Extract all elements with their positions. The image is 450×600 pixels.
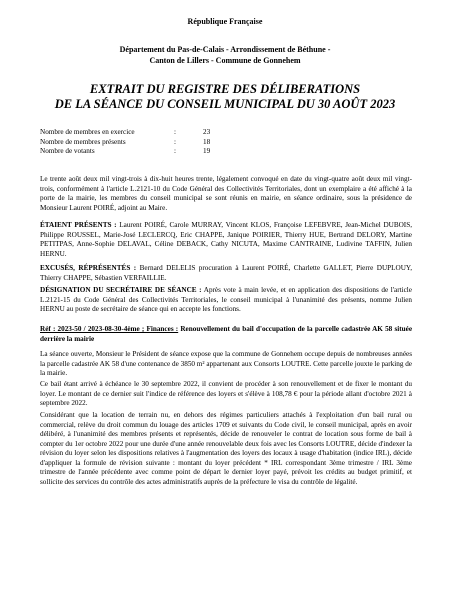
- intro-paragraph: Le trente août deux mil vingt-trois à dix-huit heures trente, légalement convoqué en date du vingt-quatre août deux mil vingt-trois, conformément à l'article L.2121-10 du Code Général des Collectivités Territoriales, dont un exemplaire a été affiché à la porte de la mairie, les membres du conseil municipal se sont réunis en mairie, en séance ordinaire, sous la présidence de Monsieur Laurent POIRÉ, adjoint au Maire.: [40, 175, 412, 212]
- count-value: 18: [203, 137, 211, 146]
- excuses-paragraph: [40, 264, 412, 283]
- departement-line-2: Canton de Lillers - Commune de Gonnehem: [149, 56, 301, 65]
- count-row: [40, 138, 240, 148]
- seance-paragraph: La séance ouverte, Monsieur le Président de séance expose que la commune de Gonnehem occupe depuis de nombreuses années la parcelle cadastrée AK 58 d'une contenance de 3850 m² appartenant aux Consorts LOUTRE. Cette parcelle jouxte le parking de la mairie.: [40, 350, 412, 377]
- document-title-line-2: DE LA SÉANCE DU CONSEIL MUNICIPAL DU 30 AOÛT 2023: [54, 97, 396, 111]
- presents-label: ÉTAIENT PRÉSENTS :: [40, 221, 117, 229]
- count-separator: :: [174, 147, 176, 156]
- deliberation-title: Renouvellement du bail d'occupation de la parcelle cadastrée AK 58 située derrière la mairie: [40, 325, 413, 343]
- departement-line-1: Département du Pas-de-Calais - Arrondissement de Béthune -: [119, 45, 331, 54]
- excuses-list: Bernard DELELIS procuration à Laurent POIRÉ, Charlette GALLET, Pierre DUPLOUY, Thierry CHAPPE, Sébastien VERFAILLIE.: [40, 264, 412, 282]
- count-row: [40, 147, 240, 157]
- count-value: 19: [203, 147, 211, 156]
- deliberation-heading: [40, 325, 412, 344]
- secretaire-text: Après vote à main levée, et en application des dispositions de l'article L.2121-15 du Code Général des Collectivités Territoriales, le conseil municipal à l'unanimité des présents, nomme Julien HERNU au poste de secrétaire de séance qui en accepte les fonctions.: [40, 286, 412, 313]
- count-row: [40, 128, 240, 138]
- bail-paragraph: Ce bail étant arrivé à échéance le 30 septembre 2022, il convient de procéder à son renouvellement et de fixer le montant du loyer. Le montant de ce dernier suit l'indice de référence des loyers et s'élève à 108,78 € pour la période allant d'octobre 2021 à septembre 2022.: [40, 380, 412, 407]
- republique-heading: République Française: [187, 17, 263, 26]
- presents-list: Laurent POIRÉ, Carole MURRAY, Vincent KLOS, Françoise LEFEBVRE, Jean-Michel DUBOIS, Philippe ROUSSEL, Marie-José LECLERCQ, Eric CHAPPE, Janique POIRIER, Thierry HUE, Bertrand DELORY, Martine PETITPAS, Anne-Sophie DELAVAL, Céline DEBACK, Cathy NICUTA, Maxime CANTRAINE, Ludivine TAFFIN, Julien HERNU.: [40, 221, 412, 258]
- member-counts: [40, 128, 240, 157]
- count-label: Nombre de membres en exercice: [40, 128, 135, 136]
- count-separator: :: [174, 128, 176, 136]
- presents-paragraph: [40, 221, 412, 259]
- excuses-label: EXCUSÉS, RÉPRÉSENTÉS :: [40, 264, 137, 272]
- count-label: Nombre de membres présents: [40, 137, 126, 146]
- considerant-paragraph: Considérant que la location de terrain nu, en dehors des régimes particuliers attachés à l'exploitation d'un bail rural ou commercial, relève du droit commun du louage des articles 1709 et suivants du Code civil, le conseil municipal, après en avoir délibéré, à l'unanimité des membres présents et représentés, décide de renouveler le contrat de location sous forme de bail à compter du 1er octobre 2022 pour une durée d'une année renouvelable deux fois avec les Consorts LOUTRE, décide d'indexer la révision du loyer selon les dispositions relatives à l'augmentation des loyers des locaux à usage d'habitation (indice IRL), décide d'appliquer la formule de révision suivante : montant du loyer précédent * IRL correspondant 3ème trimestre / IRL 3ème trimestre de l'année précédente avec comme point de départ le dernier loyer payé, prévoit les crédits au budget primitif, et sollicite des services du contrôle des actes administratifs auprès de la préfecture le visa du contrôle de légalité.: [40, 411, 412, 486]
- secretaire-label: DÉSIGNATION DU SECRÉTAIRE DE SÉANCE :: [40, 286, 202, 294]
- count-label: Nombre de votants: [40, 147, 95, 156]
- count-separator: :: [174, 137, 176, 146]
- deliberation-reference: Réf : 2023-50 / 2023-08-30-4ème ; Finances :: [40, 325, 179, 333]
- count-value: 23: [203, 128, 211, 136]
- secretaire-paragraph: [40, 286, 412, 315]
- document-title-line-1: EXTRAIT DU REGISTRE DES DÉLIBERATIONS: [89, 82, 361, 96]
